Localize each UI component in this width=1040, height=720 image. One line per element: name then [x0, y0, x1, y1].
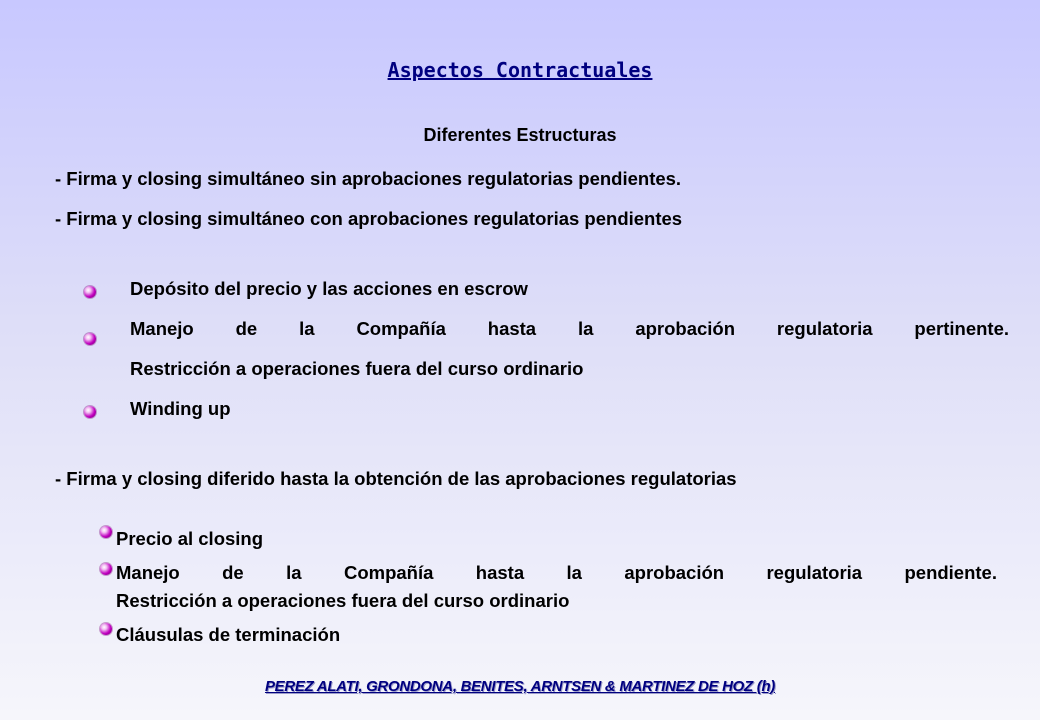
bullet-item-manejo-2: Manejo de la Compañía hasta la aprobación regulatoria pendiente. — [116, 562, 997, 583]
bullet-icon — [100, 623, 112, 635]
page-title: Aspectos Contractuales — [387, 58, 653, 82]
bullet-icon — [100, 526, 112, 538]
bullet-item-restriccion-2: Restricción a operaciones fuera del curso ordinario — [116, 590, 570, 611]
structure-item-2: - Firma y closing simultáneo con aprobaciones regulatorias pendientes — [55, 208, 683, 229]
bullet-icon — [84, 333, 96, 345]
bullet-item-restriccion: Restricción a operaciones fuera del curso ordinario — [130, 358, 584, 379]
bullet-item-winding-up: Winding up — [130, 398, 231, 419]
bullet-icon — [84, 406, 96, 418]
section-subtitle: Diferentes Estructuras — [423, 125, 617, 145]
bullet-item-precio: Precio al closing — [116, 528, 264, 549]
bullet-item-manejo: Manejo de la Compañía hasta la aprobación regulatoria pertinente. — [130, 318, 1009, 339]
structure-item-1: - Firma y closing simultáneo sin aprobaciones regulatorias pendientes. — [55, 168, 682, 189]
bullet-icon — [100, 563, 112, 575]
structure-item-3: - Firma y closing diferido hasta la obtención de las aprobaciones regulatorias — [55, 468, 737, 489]
bullet-icon — [84, 286, 96, 298]
bullet-item-escrow: Depósito del precio y las acciones en escrow — [130, 278, 528, 299]
bullet-item-terminacion: Cláusulas de terminación — [116, 624, 341, 645]
footer-firm-name: PEREZ ALATI, GRONDONA, BENITES, ARNTSEN & MARTINEZ DE HOZ (h) — [264, 678, 776, 695]
